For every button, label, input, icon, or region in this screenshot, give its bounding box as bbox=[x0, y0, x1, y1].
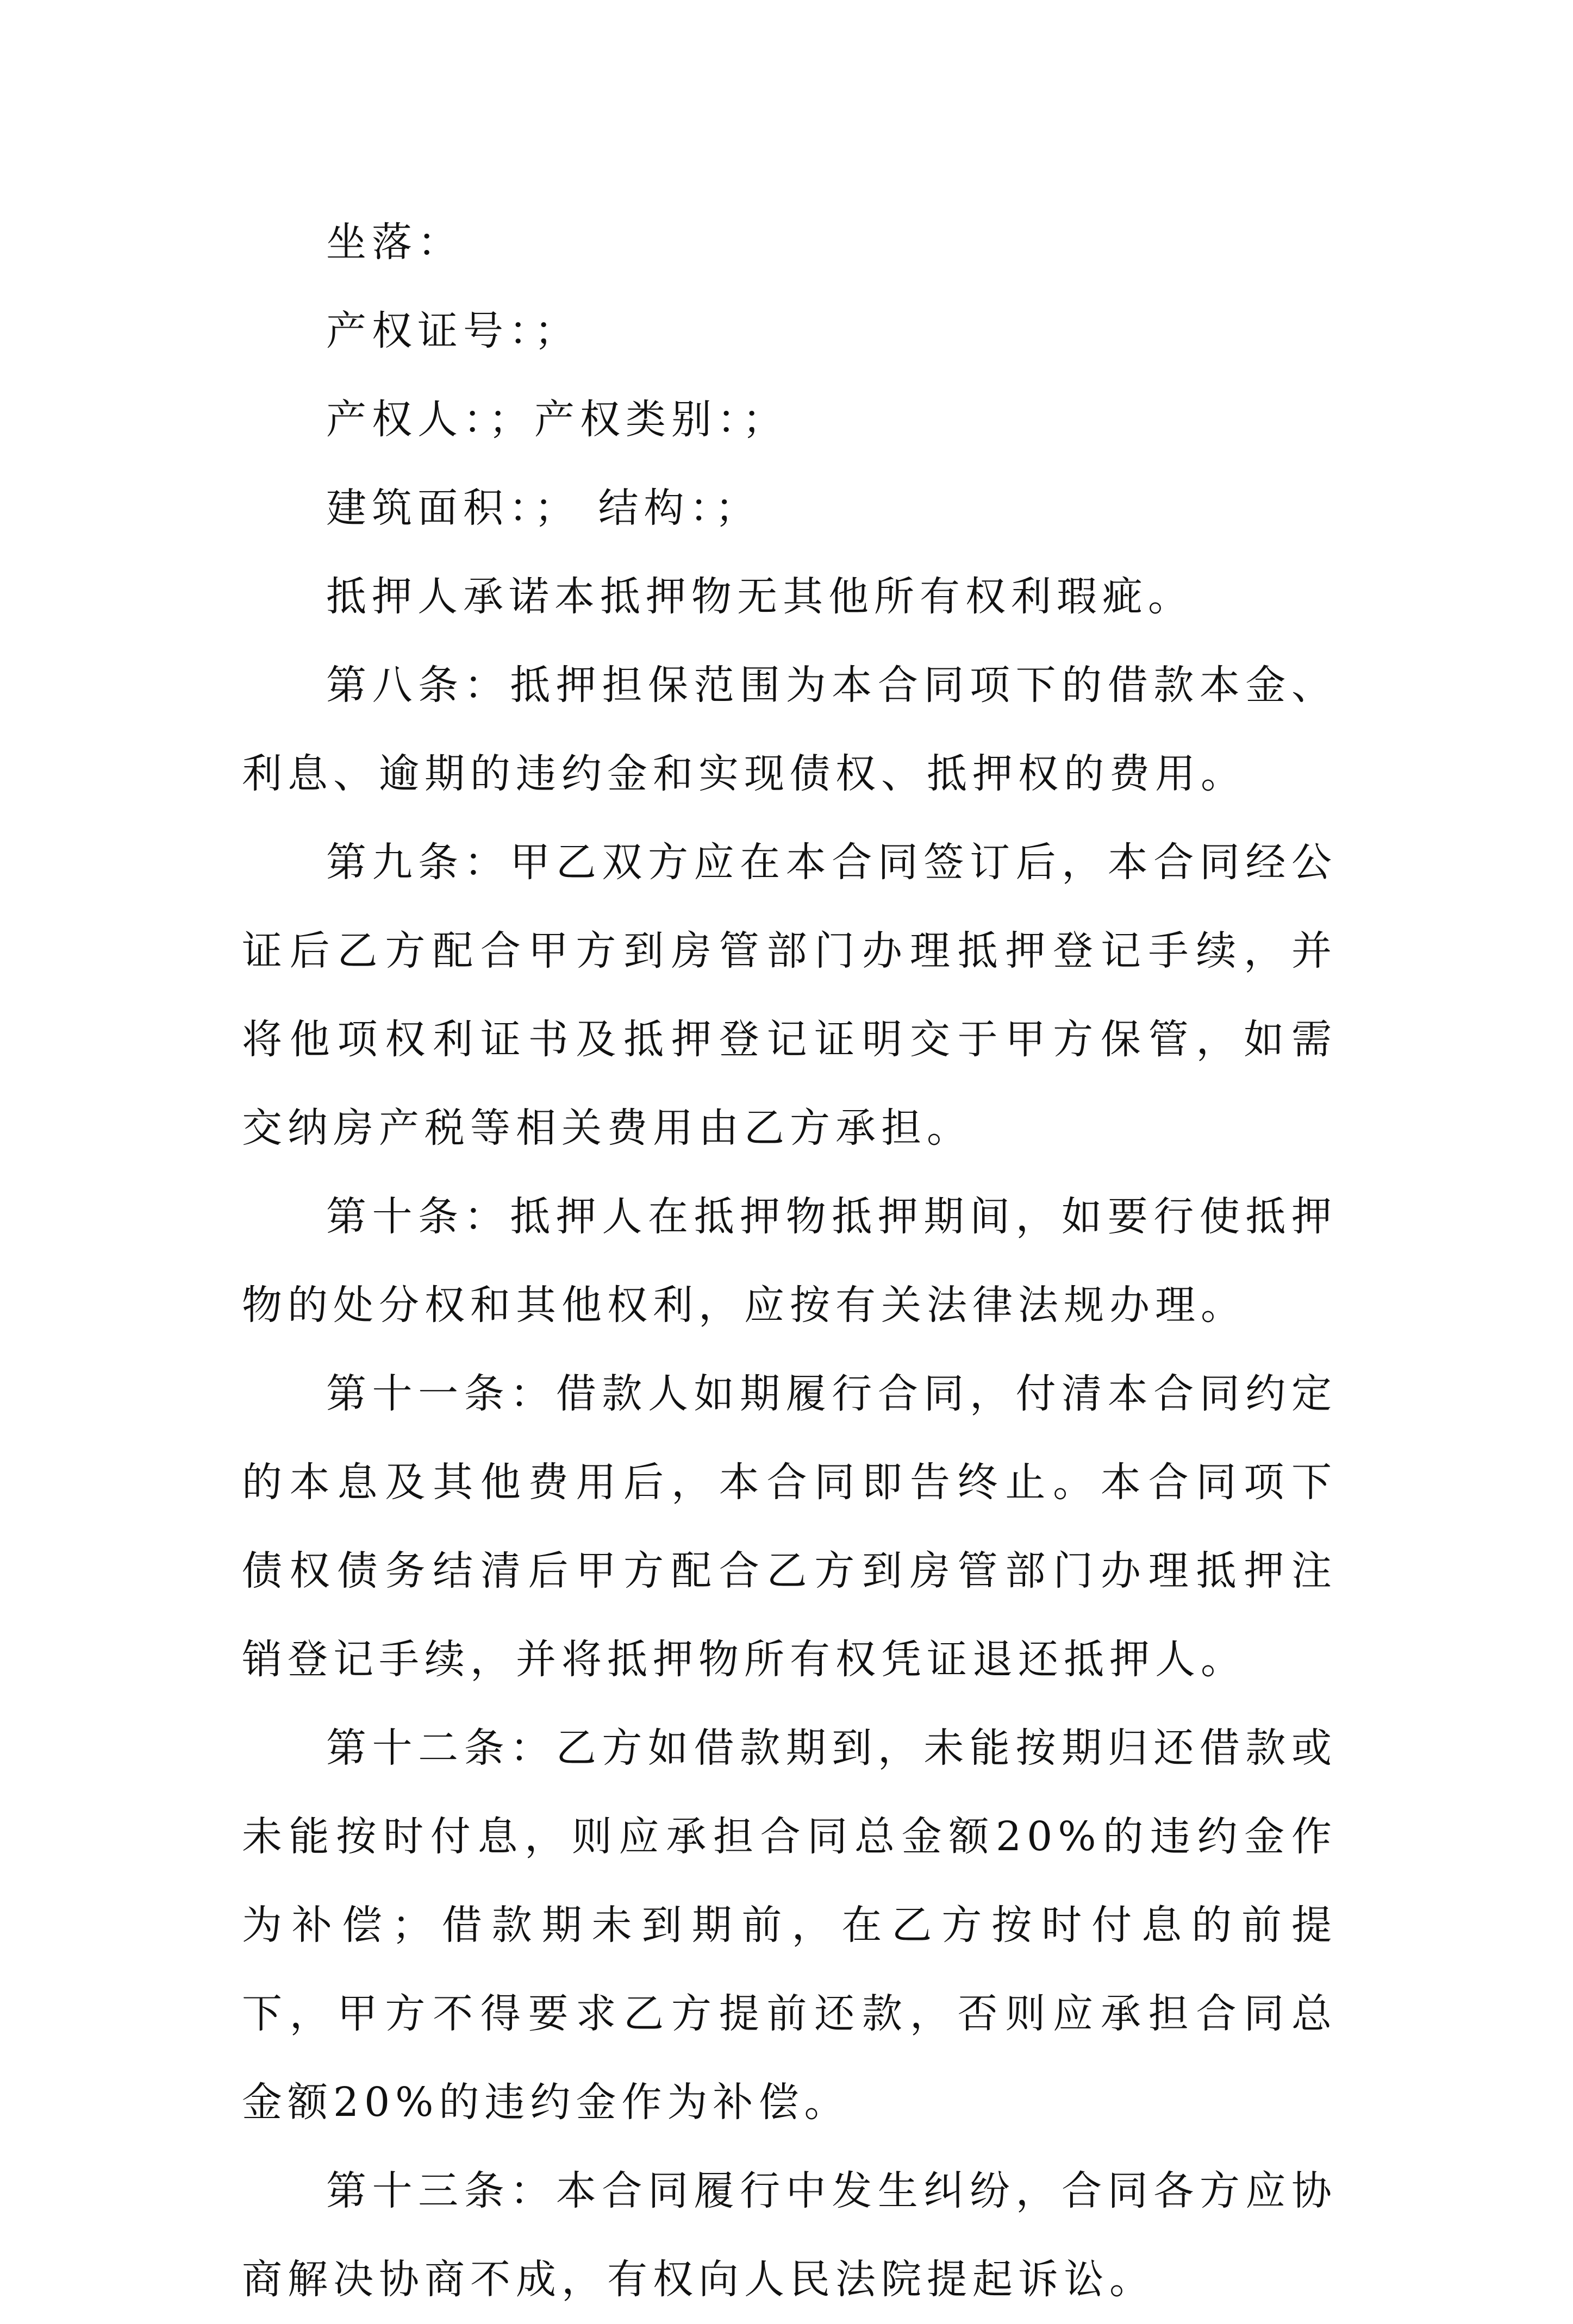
property-certificate-line: 产权证号：； bbox=[326, 308, 580, 354]
article-8-paragraph: 第八条：抵押担保范围为本合同项下的借款本金、利息、逾期的违约金和实现债权、抵押权的费用。 bbox=[242, 662, 1337, 797]
article-10-paragraph: 第十条：抵押人在抵押物抵押期间，如要行使抵押物的处分权和其他权利，应按有关法律法规办理。 bbox=[242, 1193, 1337, 1329]
article-9-paragraph: 第九条：甲乙双方应在本合同签订后，本合同经公证后乙方配合甲方到房管部门办理抵押登记手续，并将他项权利证书及抵押登记证明交于甲方保管，如需交纳房产税等相关费用由乙方承担。 bbox=[242, 839, 1337, 1151]
location-line: 坐落： bbox=[326, 219, 463, 266]
article-11-paragraph: 第十一条：借款人如期履行合同，付清本合同约定的本息及其他费用后，本合同即告终止。本合同项下债权债务结清后甲方配合乙方到房管部门办理抵押注销登记手续，并将抵押物所有权凭证退还抵押人。 bbox=[242, 1370, 1337, 1683]
building-area-line: 建筑面积：； 结构：； bbox=[326, 485, 761, 531]
owner-commitment-paragraph: 抵押人承诺本抵押物无其他所有权利瑕疵。 bbox=[326, 573, 1194, 620]
article-12-paragraph: 第十二条：乙方如借款期到，未能按期归还借款或未能按时付息，则应承担合同总金额20%的违约金作为补偿；借款期未到期前，在乙方按时付息的前提下，甲方不得要求乙方提前还款，否则应承担合同总金额20%的违约金作为补偿。 bbox=[242, 1725, 1337, 2126]
document-body bbox=[242, 198, 1337, 2324]
article-13-paragraph: 第十三条：本合同履行中发生纠纷，合同各方应协商解决协商不成，有权向人民法院提起诉讼。 bbox=[242, 2168, 1337, 2303]
property-owner-line: 产权人：；产权类别：； bbox=[326, 396, 788, 443]
